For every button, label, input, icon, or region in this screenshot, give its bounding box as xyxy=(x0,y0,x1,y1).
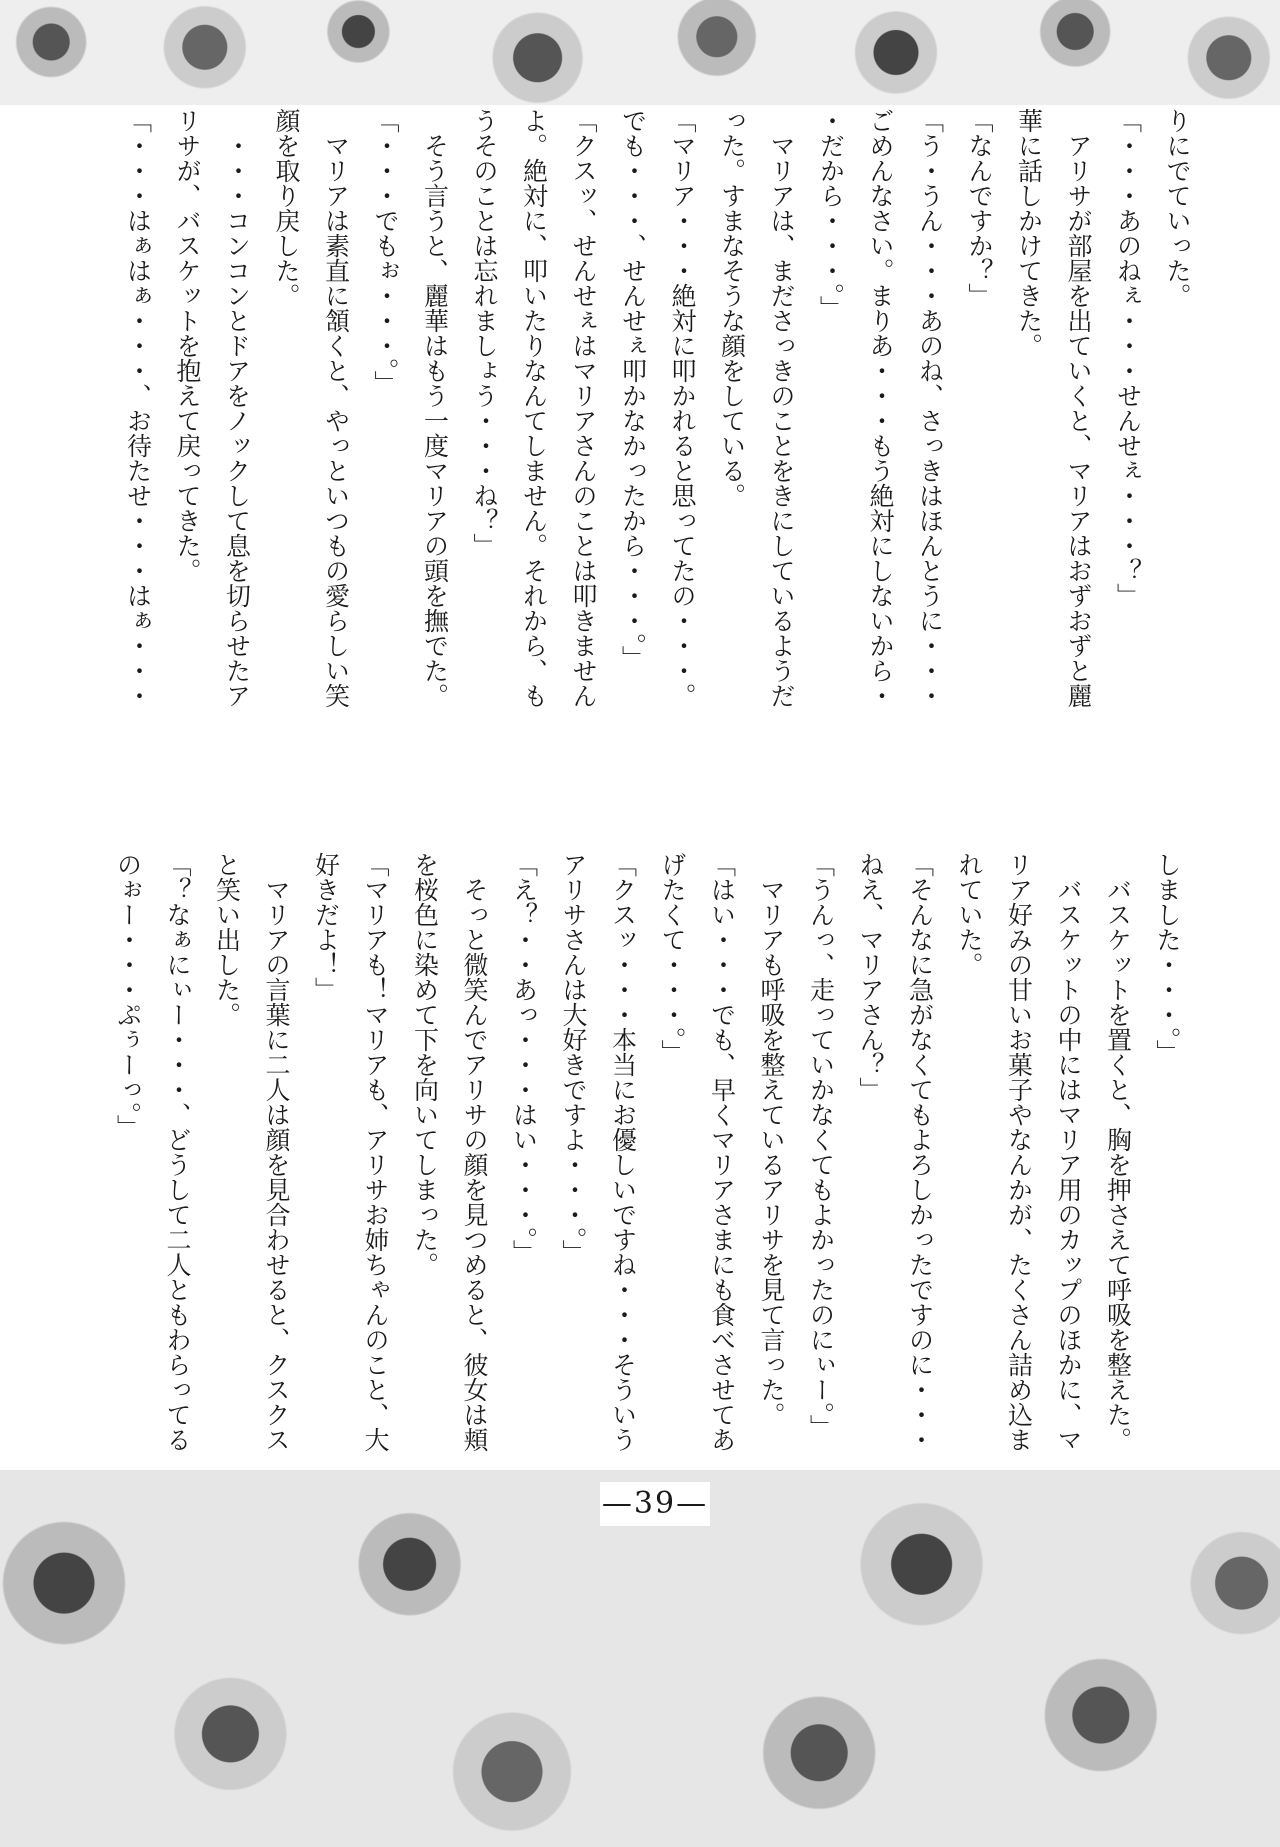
rose-border-top xyxy=(0,0,1280,105)
text-column: ねえ、マリアさん？」 xyxy=(856,852,885,1102)
text-column: マリアは素直に頷くと、やっといつもの愛らしい笑 xyxy=(321,108,351,708)
text-column: った。すまなそうな顔をしている。 xyxy=(717,108,747,508)
text-column: を桜色に染めて下を向いてしまった。 xyxy=(410,852,440,1277)
text-column: 「マリア・・・絶対に叩かれると思ってたの・・・。 xyxy=(668,108,697,708)
text-column: アリサさんは大好きですよ・・・。」 xyxy=(559,852,588,1265)
text-column: 「はい・・・でも、早くマリアさまにも食べさせてあ xyxy=(707,852,737,1452)
text-block-top xyxy=(112,108,1202,718)
text-column: そう言うと、麗華はもう一度マリアの頭を撫でた。 xyxy=(420,108,450,708)
text-column: よ。絶対に、叩いたりなんてしません。それから、も xyxy=(519,108,549,708)
text-column: 「なんですか？」 xyxy=(965,108,994,308)
text-column: 「・・・でもぉ・・・。」 xyxy=(371,108,400,396)
text-column: リサが、バスケットを抱えて戻ってきた。 xyxy=(173,108,202,583)
text-column: 「・・・あのねぇ・・・せんせぇ・・・？」 xyxy=(1113,108,1143,608)
text-column: と笑い出した。 xyxy=(212,852,242,1027)
text-column: 「うんっ、走っていかなくてもよかったのにぃー。」 xyxy=(806,852,836,1440)
text-column: うそのことは忘れましょう・・・ね？」 xyxy=(470,108,499,558)
text-column: 「クスッ・・・本当にお優しいですね・・・そういう xyxy=(608,852,638,1452)
text-column: 「え？・・あっ・・・はい・・・。」 xyxy=(509,852,539,1265)
text-column: 「クスッ、せんせぇはマリアさんのことは叩きません xyxy=(569,108,598,708)
text-column: ・だから・・・。」 xyxy=(816,108,846,321)
text-column: 顔を取り戻した。 xyxy=(272,108,301,308)
text-column: マリアは、まださっきのことをきにしているようだ xyxy=(767,108,796,708)
text-column: バスケットの中にはマリア用のカップのほかに、マ xyxy=(1054,852,1083,1452)
text-column: 好きだよ！」 xyxy=(311,852,341,1002)
text-column: ごめんなさい。まりあ・・・もう絶対にしないから・ xyxy=(866,108,895,708)
text-column: 華に話しかけてきた。 xyxy=(1014,108,1044,358)
text-column: れていた。 xyxy=(955,852,984,977)
text-block-bottom xyxy=(113,852,1192,1462)
text-column: バスケットを置くと、胸を押さえて呼吸を整えた。 xyxy=(1103,852,1133,1452)
text-column: りにでていった。 xyxy=(1163,108,1192,308)
text-column: 「マリアも！マリアも、アリサお姉ちゃんのこと、大 xyxy=(361,852,390,1452)
text-column: 「そんなに急がなくてもよろしかったですのに・・・ xyxy=(905,852,935,1452)
text-column: リア好みの甘いお菓子やなんかが、たくさん詰め込ま xyxy=(1004,852,1034,1452)
text-column: 「？なぁにぃー・・・、どうして二人ともわらってる xyxy=(163,852,192,1452)
page-number: —39— xyxy=(600,1482,710,1526)
text-column: マリアも呼吸を整えているアリサを見て言った。 xyxy=(757,852,786,1427)
text-column: そっと微笑んでアリサの顔を見つめると、彼女は頬 xyxy=(460,852,489,1452)
text-column: げたくて・・・。」 xyxy=(658,852,687,1065)
text-column: 「・・・はぁはぁ・・・、お待たせ・・・はぁ・・・ xyxy=(123,108,153,708)
text-column: 「う・うん・・・あのね、さっきはほんとうに・・・ xyxy=(915,108,945,708)
text-column: マリアの言葉に二人は顔を見合わせると、クスクス xyxy=(262,852,291,1452)
text-column: でも・・・、せんせぇ叩かなかったから・・・。」 xyxy=(618,108,648,671)
text-column: アリサが部屋を出ていくと、マリアはおずおずと麗 xyxy=(1064,108,1093,708)
text-column: しました・・・。」 xyxy=(1153,852,1182,1065)
rose-border-bottom xyxy=(0,1470,1280,1847)
text-column: のぉー・・・ぷぅーっ。」 xyxy=(113,852,143,1140)
text-column: ・・・コンコンとドアをノックして息を切らせたア xyxy=(222,108,252,708)
